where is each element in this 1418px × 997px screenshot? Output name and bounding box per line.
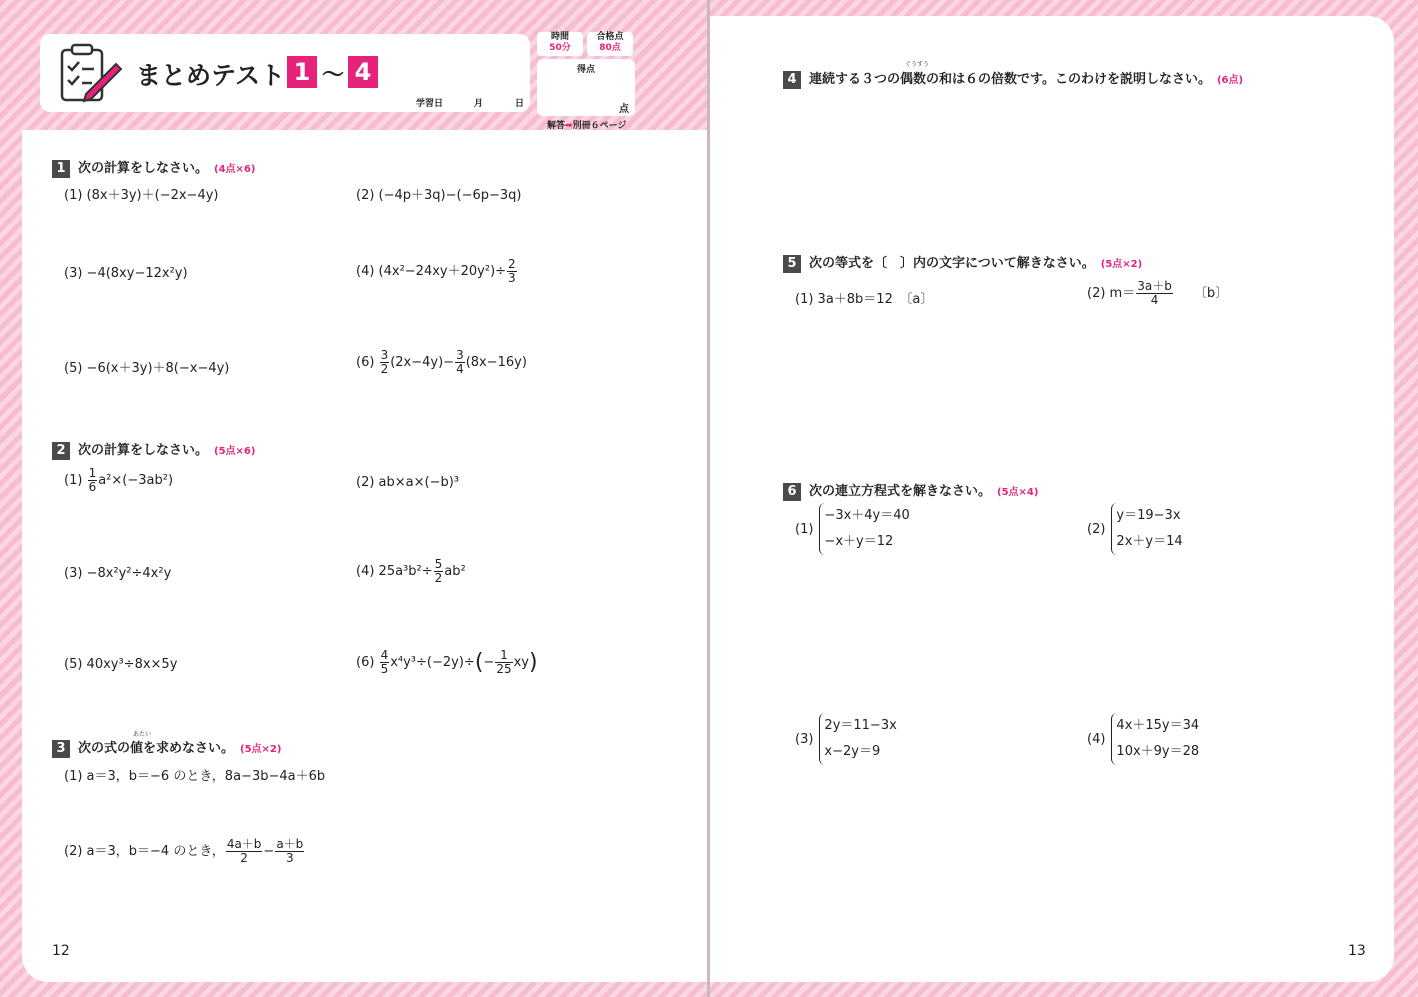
numerator: 3 (456, 348, 464, 362)
question-6-number: 6 (783, 483, 801, 501)
answer-page: 別冊６ページ (572, 121, 627, 131)
denominator: 3 (286, 851, 294, 865)
numerator: 4 (380, 648, 389, 662)
expr-part: (2x−4y)− (390, 355, 455, 370)
question-1-points: (4点×6) (214, 164, 256, 175)
question-5-number: 5 (783, 255, 801, 273)
time-label: 時間 (550, 32, 569, 42)
expr-part: a²×(−3ab²) (98, 473, 174, 488)
equation: 2x＋y＝14 (1116, 534, 1183, 549)
denominator: 4 (1150, 293, 1159, 307)
q1-item-4-expr: (4) (4x²−24xy＋20y²)÷ (356, 264, 507, 279)
paren-open: ( (474, 650, 484, 675)
expr-part: (4) 25a³b²÷ (356, 564, 433, 579)
question-4-heading (783, 68, 1243, 89)
fraction (434, 558, 444, 585)
q2-item-4 (356, 558, 466, 585)
denominator: 2 (434, 571, 443, 585)
q2-item-5: (5) 40xy³÷8x×5y (64, 657, 178, 672)
item-label: (2) (1087, 521, 1106, 537)
denominator: 2 (380, 362, 389, 376)
q1-item-6-label: (6) (356, 355, 375, 370)
page-number-right: 13 (1348, 943, 1366, 959)
question-4-number: 4 (783, 71, 801, 89)
q6-system-4 (1087, 713, 1199, 765)
fraction (1136, 280, 1173, 307)
score-box (537, 32, 635, 116)
answer-label: 解答 (547, 121, 566, 131)
equation: 4x＋15y＝34 (1116, 718, 1200, 733)
numerator: 2 (508, 257, 516, 271)
question-4-ruby: ぐうすう (905, 61, 930, 68)
q2-item-1 (64, 467, 173, 494)
question-2-points: (5点×6) (214, 446, 256, 457)
gutter (707, 0, 710, 997)
q2-item-3: (3) −8x²y²÷4x²y (64, 566, 172, 581)
question-5-points: (5点×2) (1100, 259, 1143, 270)
target-variable: 〔b〕 (1193, 286, 1229, 301)
denominator: 25 (496, 662, 512, 676)
numerator: 4a＋b (226, 837, 262, 851)
fraction (380, 349, 390, 376)
fraction (226, 838, 263, 865)
q1-item-4-fraction (507, 258, 517, 285)
q1-item-3: (3) −4(8xy−12x²y) (64, 266, 188, 281)
fraction (495, 649, 512, 676)
numerator: 1 (495, 649, 512, 663)
fraction (88, 467, 98, 494)
range-end-badge: 4 (348, 56, 378, 88)
page-title: まとめテスト (136, 61, 286, 90)
time-tag (537, 32, 583, 56)
study-date-label: 学習日 (416, 99, 444, 109)
question-1-heading (52, 157, 255, 178)
time-value: 50分 (549, 43, 571, 53)
question-3-number: 3 (52, 740, 70, 758)
fraction (455, 349, 465, 376)
clipboard-pencil-icon (58, 42, 122, 104)
numerator: 1 (88, 466, 97, 480)
answer-ref (547, 118, 626, 131)
equation: 2y＝11−3x (824, 718, 897, 733)
item-label: (1) (64, 473, 83, 488)
equation-system (819, 503, 909, 555)
day-label: 日 (515, 99, 525, 109)
item-label: (4) (1087, 731, 1106, 747)
expr-part: xy (513, 655, 529, 670)
question-3-points: (5点×2) (240, 744, 282, 755)
item-label: (6) (356, 655, 375, 670)
question-2-number: 2 (52, 442, 70, 460)
q6-system-2 (1087, 503, 1183, 555)
month-label: 月 (474, 99, 484, 109)
fraction (380, 649, 390, 676)
q1-item-4 (356, 258, 518, 285)
expr-part: (2) m＝ (1087, 286, 1136, 301)
page-number-left: 12 (52, 943, 70, 959)
pass-label: 合格点 (596, 32, 624, 42)
question-2-text: 次の計算をしなさい。 (78, 443, 209, 458)
q2-item-6: (6) $\frac{4}{5}$ x⁴y³÷(−2y)÷(− $\frac{1}{25}$ xy) (356, 648, 538, 676)
numerator: 5 (434, 557, 443, 571)
q3-item-2 (64, 838, 305, 865)
paren-close: ) (528, 650, 538, 675)
question-1-text: 次の計算をしなさい。 (78, 161, 209, 176)
score-unit: 点 (619, 104, 629, 115)
expr-part: − (263, 844, 275, 859)
q3-item-1: (1) a＝3，b＝−6 のとき，8a−3b−4a＋6b (64, 769, 326, 784)
equation-system (1111, 713, 1199, 765)
numerator: 3a＋b (1137, 279, 1172, 293)
numerator: 3 (380, 348, 389, 362)
expr-part: (8x−16y) (465, 355, 527, 370)
q1-item-6 (356, 349, 527, 376)
q2-item-2: (2) ab×a×(−b)³ (356, 475, 460, 490)
item-label: (3) (795, 731, 814, 747)
equation: y＝19−3x (1116, 508, 1181, 523)
denominator: 5 (380, 662, 389, 676)
equation: −x＋y＝12 (824, 534, 894, 549)
item-label: (1) (795, 521, 814, 537)
question-5-text: 次の等式を〔 〕内の文字について解きなさい。 (809, 256, 1095, 271)
fraction (275, 838, 304, 865)
equation-system (819, 713, 896, 765)
q6-system-1 (795, 503, 910, 555)
equation: 10x＋9y＝28 (1116, 744, 1200, 759)
q1-item-2: (2) (−4p＋3q)−(−6p−3q) (356, 188, 522, 203)
score-label: 得点 (577, 65, 596, 75)
denominator: 4 (456, 362, 464, 376)
expr-part: x⁴y³÷(−2y)÷ (390, 655, 475, 670)
expr-part: (2) a＝3，b＝−4 のとき， (64, 844, 225, 859)
title-panel (40, 34, 530, 112)
range-separator: 〜 (322, 63, 345, 88)
question-2-heading (52, 439, 255, 460)
expr-part: ab² (444, 564, 466, 579)
question-3-ruby: あたい (133, 731, 152, 738)
equation: −3x＋4y＝40 (824, 508, 910, 523)
question-4-points: (6点) (1216, 75, 1244, 86)
score-field[interactable] (537, 59, 635, 116)
range-start-badge: 1 (287, 56, 317, 88)
question-5-heading (783, 252, 1142, 273)
equation-system (1111, 503, 1182, 555)
denominator: 6 (88, 480, 97, 494)
question-6-text: 次の連立方程式を解きなさい。 (809, 484, 992, 499)
question-3-heading (52, 737, 281, 758)
denominator: 2 (240, 851, 248, 865)
q1-item-5: (5) −6(x＋3y)＋8(−x−4y) (64, 361, 230, 376)
q1-item-1: (1) (8x＋3y)＋(−2x−4y) (64, 188, 219, 203)
q5-item-2 (1087, 280, 1228, 307)
numerator: a＋b (276, 837, 304, 851)
denominator: 3 (508, 271, 516, 285)
q6-system-3 (795, 713, 897, 765)
equation: x−2y＝9 (824, 744, 881, 759)
question-3-text: 次の式の値を求めなさい。 (78, 741, 235, 756)
question-6-points: (5点×4) (997, 487, 1039, 498)
question-4-text: 連続する３つの偶数の和は６の倍数です。このわけを説明しなさい。 (809, 72, 1211, 87)
pass-value: 80点 (599, 43, 621, 53)
question-1-number: 1 (52, 160, 70, 178)
question-6-heading (783, 480, 1038, 501)
pass-tag (587, 32, 633, 56)
q5-item-1: (1) 3a＋8b＝12 〔a〕 (795, 292, 934, 307)
arrow-right-icon: ➡ (565, 121, 573, 131)
